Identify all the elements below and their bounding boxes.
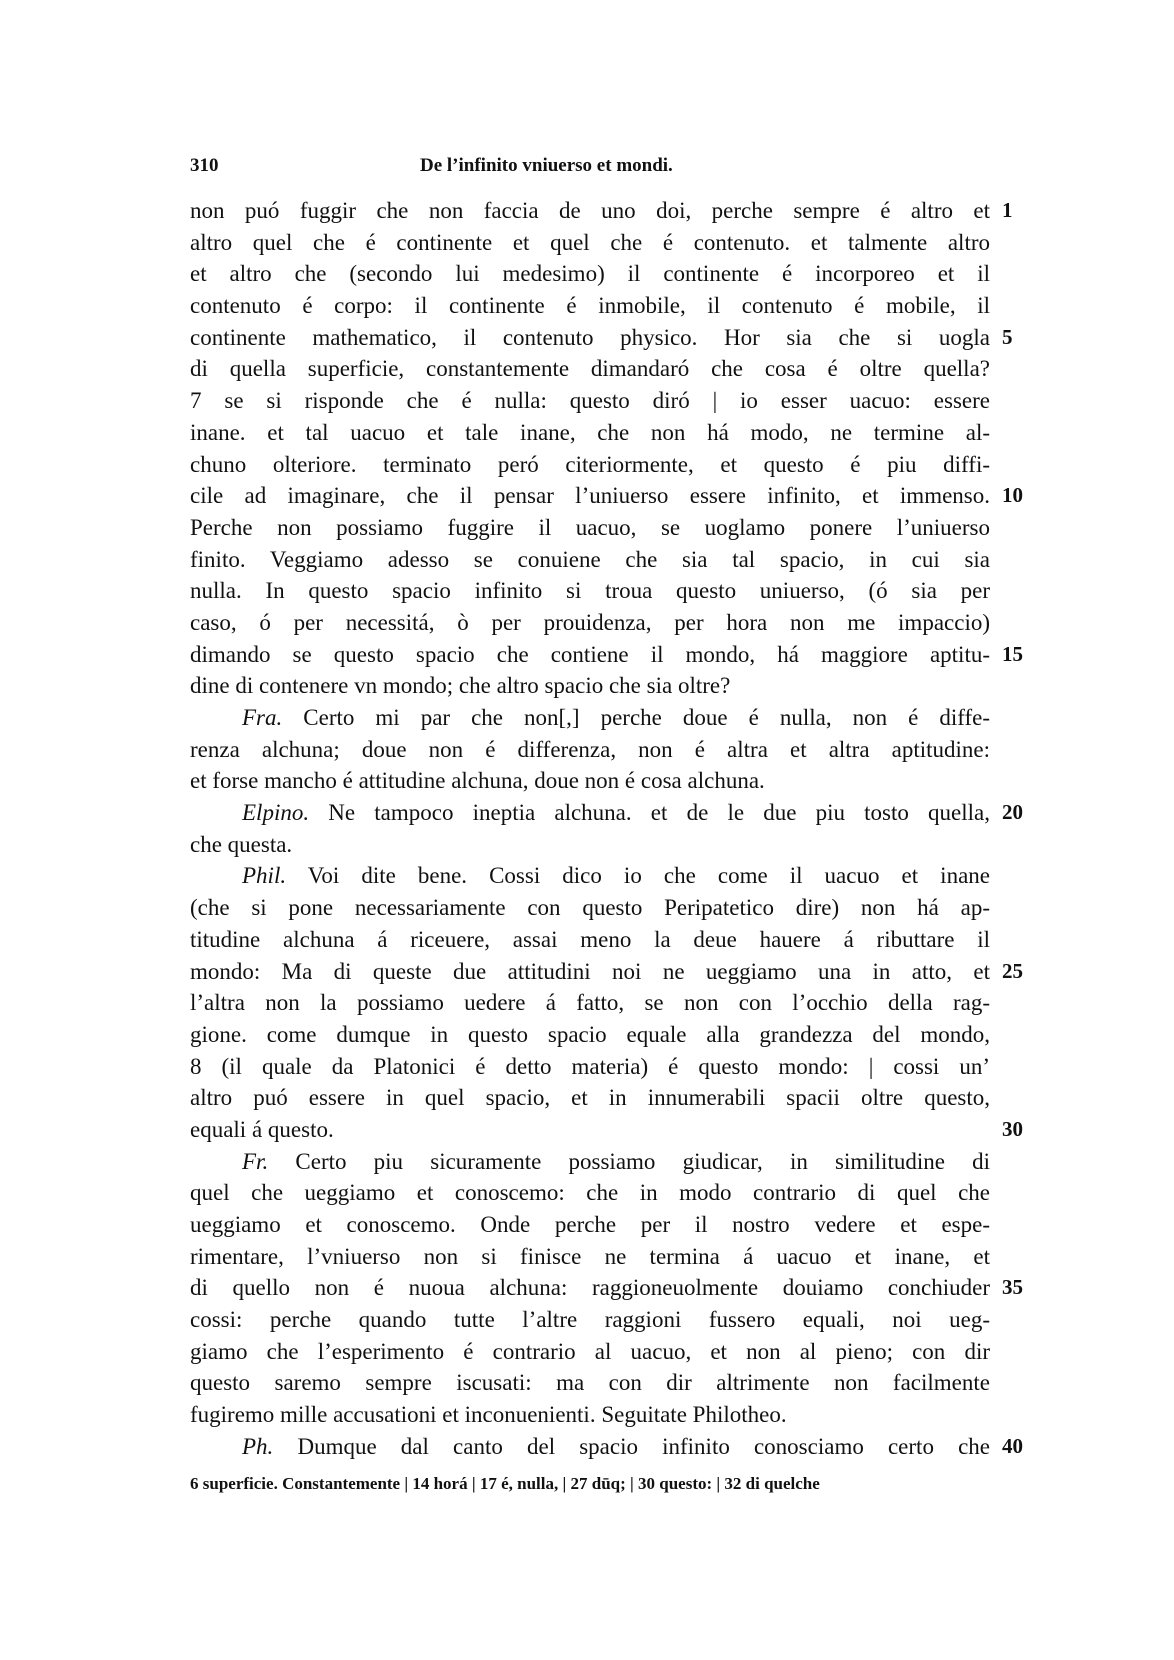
line-text: renza alchuna; doue non é differenza, non é altra et altra aptitudine:: [190, 736, 990, 762]
text-line: [190, 290, 990, 322]
text-line: [190, 1114, 1023, 1146]
speaker-name: Fra.: [242, 705, 283, 730]
line-text: dimando se questo spacio che contiene il mondo, há maggiore aptitu-: [190, 641, 990, 667]
line-text: continente mathematico, il contenuto physico. Hor sia che si uogla: [190, 324, 990, 350]
line-text: et forse mancho é attitudine alchuna, doue non é cosa alchuna.: [190, 768, 765, 794]
page-number: 310: [190, 155, 219, 176]
text-line: [190, 860, 990, 892]
text-line: [190, 1177, 990, 1209]
line-number: 15: [1002, 641, 1023, 666]
line-text: titudine alchuna á riceuere, assai meno la deue hauere á ributtare il: [190, 926, 990, 952]
text-line: [190, 1399, 990, 1431]
text-line: [190, 258, 990, 290]
line-text: mondo: Ma di queste due attitudini noi ne ueggiamo una in atto, et: [190, 958, 990, 984]
text-line: [190, 639, 1023, 671]
text-line: [190, 417, 990, 449]
text-line: [190, 227, 990, 259]
line-text: Voi dite bene. Cossi dico io che come il uacuo et inane: [307, 863, 990, 889]
critical-apparatus: 6 superficie. Constantemente | 14 horá | 17 é, nulla, | 27 dūq; | 30 questo: | 32 di quelche: [190, 1474, 820, 1493]
text-line: [190, 892, 990, 924]
text-line: [190, 512, 990, 544]
line-text: et altro che (secondo lui medesimo) il continente é incorporeo et il: [190, 261, 990, 287]
main-text: [190, 195, 1023, 1463]
line-text: che questa.: [190, 831, 293, 857]
line-text: cossi: perche quando tutte l’altre raggioni fussero equali, noi ueg-: [190, 1307, 990, 1333]
text-line: [190, 353, 990, 385]
line-text: altro puó essere in quel spacio, et in innumerabili spacii oltre questo,: [190, 1085, 990, 1111]
line-text: di quella superficie, constantemente dimandaró che cosa é oltre quella?: [190, 356, 990, 382]
text-line: [190, 1051, 990, 1083]
line-number: 10: [1002, 483, 1023, 508]
line-text: l’altra non la possiamo uedere á fatto, se non con l’occhio della rag-: [190, 990, 990, 1016]
line-text: 7 se si risponde che é nulla: questo diró | io esser uacuo: essere: [190, 388, 990, 414]
text-line: [190, 1082, 990, 1114]
line-number: 20: [1002, 800, 1023, 825]
text-line: [190, 480, 1023, 512]
text-line: [190, 1367, 990, 1399]
line-text: ueggiamo et conoscemo. Onde perche per il nostro vedere et espe-: [190, 1212, 990, 1237]
text-line: [190, 575, 990, 607]
text-line: [190, 1019, 990, 1051]
line-text: di quello non é nuoua alchuna: raggioneuolmente douiamo conchiuder: [190, 1275, 990, 1301]
text-line: [190, 829, 990, 861]
line-number: 30: [1002, 1116, 1023, 1141]
line-text: dine di contenere vn mondo; che altro spacio che sia oltre?: [190, 673, 731, 699]
running-title: De l’infinito vniuerso et mondi.: [420, 155, 673, 176]
line-text: fugiremo mille accusationi et inconuenienti. Seguitate Philotheo.: [190, 1402, 787, 1428]
line-text: Perche non possiamo fuggire il uacuo, se uoglamo ponere l’uniuerso: [190, 514, 990, 540]
text-line: [190, 385, 990, 417]
text-line: [190, 1336, 990, 1368]
text-line: [190, 956, 1023, 988]
line-text: equali á questo.: [190, 1116, 334, 1142]
line-text: quel che ueggiamo et conoscemo: che in modo contrario di quel che: [190, 1180, 990, 1206]
text-line: [190, 544, 990, 576]
line-text: Certo mi par che non[,] perche doue é nulla, non é diffe-: [303, 705, 991, 730]
text-line: [190, 322, 1013, 354]
running-head: [190, 155, 990, 179]
line-text: (che si pone necessariamente con questo Peripatetico dire) non há ap-: [190, 895, 990, 921]
line-text: chuno olteriore. terminato peró citeriormente, et questo é piu diffi-: [190, 451, 990, 477]
line-text: gione. come dumque in questo spacio equale alla grandezza del mondo,: [190, 1021, 990, 1047]
text-line: [190, 1304, 990, 1336]
line-text: Certo piu sicuramente possiamo giudicar, in similitudine di: [295, 1148, 990, 1174]
text-line: [190, 1241, 990, 1273]
text-line: [190, 765, 990, 797]
line-text: altro quel che é continente et quel che é contenuto. et talmente altro: [190, 229, 990, 255]
speaker-name: Phil.: [242, 863, 287, 889]
line-text: caso, ó per necessitá, ò per prouidenza, per hora non me impaccio): [190, 609, 990, 635]
speaker-name: Elpino.: [242, 800, 310, 826]
text-line: [190, 734, 990, 766]
text-line: [190, 607, 990, 639]
line-text: finito. Veggiamo adesso se conuiene che sia tal spacio, in cui sia: [190, 546, 990, 572]
speaker-name: Ph.: [242, 1433, 274, 1459]
line-text: cile ad imaginare, che il pensar l’uniuerso essere infinito, et immenso.: [190, 483, 990, 509]
text-line: [190, 195, 1013, 227]
line-text: contenuto é corpo: il continente é inmobile, il contenuto é mobile, il: [190, 293, 990, 319]
text-line: [190, 924, 990, 956]
line-text: 8 (il quale da Platonici é detto materia) é questo mondo: | cossi un’: [190, 1053, 990, 1079]
speaker-name: Fr.: [242, 1148, 269, 1174]
line-text: questo saremo sempre iscusati: ma con dir altrimente non facilmente: [190, 1370, 990, 1396]
text-line: [190, 1209, 990, 1241]
line-number: 40: [1002, 1433, 1023, 1458]
line-text: Ne tampoco ineptia alchuna. et de le due piu tosto quella,: [328, 800, 990, 826]
text-line: [190, 449, 990, 481]
line-text: rimentare, l’vniuerso non si finisce ne termina á uacuo et inane, et: [190, 1243, 990, 1269]
line-number: 5: [1002, 324, 1013, 349]
text-line: [190, 670, 990, 702]
text-line: [190, 1146, 990, 1178]
line-number: 25: [1002, 958, 1023, 983]
text-line: [190, 1431, 1023, 1463]
line-number: 1: [1002, 198, 1013, 222]
line-number: 35: [1002, 1275, 1023, 1300]
line-text: inane. et tal uacuo et tale inane, che non há modo, ne termine al-: [190, 419, 990, 445]
text-line: [190, 702, 990, 734]
line-text: non puó fuggir che non faccia de uno doi, perche sempre é altro et: [190, 198, 990, 223]
line-text: Dumque dal canto del spacio infinito conosciamo certo che: [297, 1433, 990, 1459]
text-line: [190, 797, 1023, 829]
line-text: giamo che l’esperimento é contrario al uacuo, et non al pieno; con dir: [190, 1338, 990, 1364]
text-line: [190, 987, 990, 1019]
text-line: [190, 1272, 1023, 1304]
line-text: nulla. In questo spacio infinito si troua questo uniuerso, (ó sia per: [190, 578, 990, 604]
